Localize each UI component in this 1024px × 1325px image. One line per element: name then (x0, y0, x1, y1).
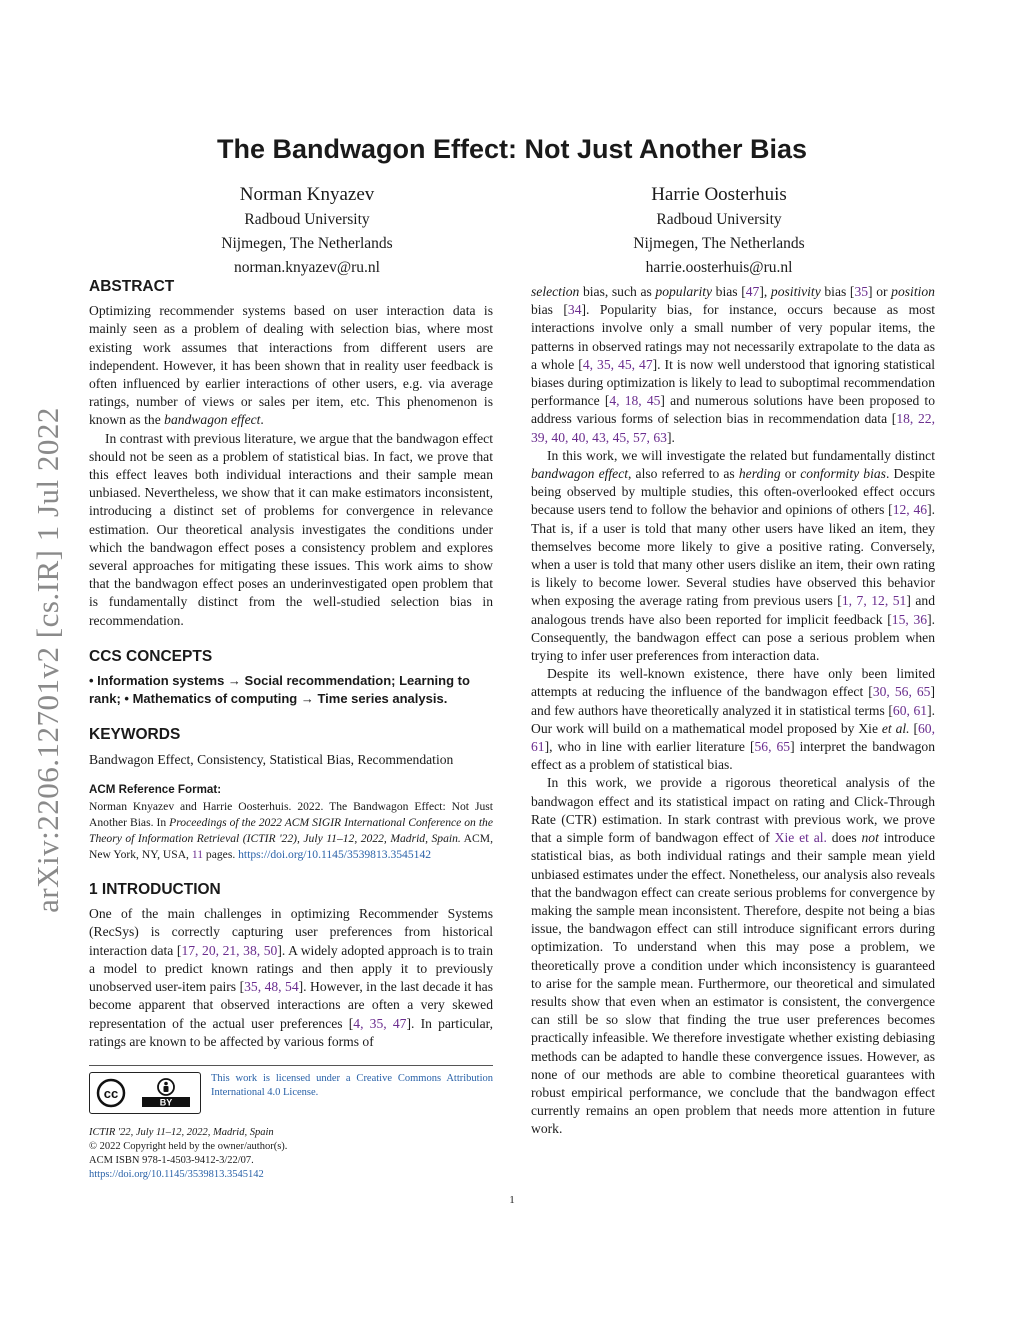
paper-title: The Bandwagon Effect: Not Just Another Bias (216, 134, 808, 164)
author-email[interactable]: norman.knyazev@ru.nl (234, 259, 380, 276)
author-1 (137, 182, 477, 280)
xie-link[interactable]: Xie et al. (774, 830, 827, 846)
abstract-paragraph-2: In contrast with previous literature, we argue that the bandwagon effect should not be seen as a problem of statistical bias. In fact, we prove that this effect leaves both individual interactions and their sample mean unbiased. Nevertheless, we show that it can make estimators inconsistent, introducing a distinct set of problems for convergence in relevance estimation. Our theoretical analysis investigates the conditions under which the bandwagon effect poses a consistency problem and explores several approaches for mitigating these issues. This work aims to show that the bandwagon effect poses an underinvestigated open problem that is fundamentally distinct from the well-studied selection bias in recommendation. (89, 430, 493, 628)
author-affiliation: Radboud University (656, 211, 782, 228)
citation[interactable]: 15, 36 (891, 611, 928, 627)
right-paragraph-2: In this work, we will investigate the related but fundamentally distinct bandwagon effect, also referred to as herding or conformity bias. Despite being observed by multiple studies, this often-overlooked effect occurs because users tend to follow the behavior and opinions of others [12, 46]. That is, if a user is told that many other users have liked an item, they themselves become more likely to give a positive rating. Conversely, when a user is told that many other users dislike an item, their own rating is likely to become lower. Several studies have observed this behavior when exposing the average rating from previous users [1, 7, 12, 51] and analogous trends have also been reported for implicit feedback [15, 36]. Consequently, the bandwagon effect can pose a serious problem when trying to infer user preferences from interaction data. (531, 447, 936, 664)
author-name: Norman Knyazev (239, 184, 375, 205)
left-column (89, 278, 493, 1182)
ccs-heading: CCS CONCEPTS (89, 647, 213, 665)
acm-ref-text: Norman Knyazev and Harrie Oosterhuis. 2022. The Bandwagon Effect: Not Just Another Bias. In Proceedings of the 2022 ACM SIGIR International Conference on the Theory of Information Retrieval (ICTIR '22), July 11–12, 2022, Madrid, Spain. ACM, New York, NY, USA, 11 pages. https://doi.org/10.1145/3539813.3545142 (89, 800, 493, 862)
arxiv-stamp-text: arXiv:2206.12701v2 [cs.IR] 1 Jul 2022 (30, 407, 65, 913)
citation[interactable]: 56, 65 (754, 739, 791, 755)
venue-text: ICTIR '22, July 11–12, 2022, Madrid, Spain (89, 1126, 274, 1138)
intro-paragraph: One of the main challenges in optimizing Recommender Systems (RecSys) is correctly capturing user preferences from historical interaction data [17, 20, 21, 38, 50]. A widely adopted approach is to train a model to predict known ratings and then apply it to previously unobserved user-item pairs [35, 48, 54]. However, in the last decade it has become apparent that observed interactions are often a very skewed representation of the actual user preferences [4, 35, 47]. In particular, ratings are known to be affected by various forms of (89, 906, 494, 1049)
author-2 (549, 182, 889, 280)
license-text[interactable]: This work is licensed under a Creative Commons Attribution International 4.0 License. (211, 1072, 493, 1098)
citation[interactable]: 4, 35, 45, 47 (582, 356, 653, 372)
author-location: Nijmegen, The Netherlands (633, 235, 805, 252)
pages-link[interactable]: 11 (191, 848, 204, 862)
copyright-text: © 2022 Copyright held by the owner/author(s). (89, 1140, 288, 1152)
copyright-footer (89, 1126, 493, 1182)
citation[interactable]: 35, 48, 54 (244, 979, 299, 995)
author-name: Harrie Oosterhuis (651, 184, 787, 205)
citation[interactable]: 60, 61 (892, 702, 928, 718)
cc-icon (96, 1078, 126, 1108)
author-location: Nijmegen, The Netherlands (221, 235, 393, 252)
citation[interactable]: 30, 56, 65 (872, 684, 931, 700)
citation[interactable]: 47 (745, 284, 760, 299)
cc-by-badge[interactable] (89, 1072, 201, 1114)
isbn-text: ACM ISBN 978-1-4503-9412-3/22/07. (89, 1154, 254, 1166)
author-email[interactable]: harrie.oosterhuis@ru.nl (645, 259, 793, 276)
citation[interactable]: 34 (567, 302, 582, 318)
citation[interactable]: 4, 35, 47 (353, 1015, 407, 1031)
license-box (89, 1065, 493, 1114)
ccs-text: • Information systems → Social recommendation; Learning to rank; • Mathematics of computing → Time series analysis. (89, 673, 470, 707)
citation[interactable]: 4, 18, 45 (609, 393, 661, 409)
right-column (531, 283, 935, 1139)
page-number: 1 (509, 1194, 515, 1206)
citation[interactable]: 17, 20, 21, 38, 50 (181, 942, 278, 958)
by-icon (138, 1078, 194, 1108)
svg-text:cc: cc (103, 1085, 119, 1101)
intro-heading: 1 INTRODUCTION (89, 881, 221, 899)
svg-text:BY: BY (159, 1097, 173, 1108)
right-paragraph-3: Despite its well-known existence, there have only been limited attempts at reducing the influence of the bandwagon effect [30, 56, 65] and few authors have theoretically analyzed it in statistical terms [60, 61]. Our work will build on a mathematical model proposed by Xie et al. [60, 61], who in line with earlier literature [56, 65] interpret the bandwagon effect as a problem of statistical bias. (531, 666, 936, 773)
citation[interactable]: 18, 22, 39, 40, 40, 43, 45, 57, 63 (531, 411, 935, 445)
keywords-text: Bandwagon Effect, Consistency, Statistical Bias, Recommendation (89, 751, 454, 767)
citation[interactable]: 60, 61 (531, 720, 935, 755)
citation[interactable]: 35 (854, 284, 869, 299)
author-affiliation: Radboud University (244, 211, 370, 228)
right-paragraph-4: In this work, we provide a rigorous theoretical analysis of the bandwagon effect and its statistical impact on rating and Click-Through Rate (CTR) estimation. In stark contrast with previous work, we prove that a simple form of bandwagon effect of Xie et al. does not introduce statistical bias, as both individual ratings and their sample mean yield unbiased estimates under the effect. Nonetheless, our analysis also reveals that the bandwagon effect can create serious problems for convergence by making the sample mean inconsistent. Therefore, despite not being a bias issue, the bandwagon effect can still introduce significant errors during optimization. To understand when this may pose a problem, we theoretically prove a condition under which inconsistency is guaranteed to arise for the sample mean. Furthermore, our theoretical and simulated results show that even when an estimator is consistent, the convergence can still be so slow that finding the true user preferences becomes practically infeasible. We therefore investigate whether existing debiasing methods can be adapted to handle these convergence issues. However, as none of our methods are able to combine theoretical guarantees with robust empirical performance, we conclude that the bandwagon effect currently remains an open problem that needs more attention in future work. (531, 775, 935, 1137)
citation[interactable]: 1, 7, 12, 51 (841, 593, 907, 609)
keywords-heading: KEYWORDS (89, 726, 181, 744)
acm-ref-heading: ACM Reference Format: (89, 782, 222, 796)
abstract-heading: ABSTRACT (89, 278, 175, 295)
abstract-paragraph-1: Optimizing recommender systems based on user interaction data is mainly seen as a problem of dealing with selection bias, where most existing work assumes that interactions from different users are independent. However, it has been shown that in reality user feedback is often influenced by earlier interactions of other users, e.g. via average ratings, number of views or sales per item, etc. This phenomenon is known as the bandwagon effect. (89, 303, 493, 428)
citation[interactable]: 12, 46 (892, 502, 928, 518)
arxiv-stamp (18, 380, 78, 940)
footer-doi-link[interactable]: https://doi.org/10.1145/3539813.3545142 (89, 1168, 264, 1180)
right-paragraph-1: selection bias, such as popularity bias [47], positivity bias [35] or position bias [34]. Popularity bias, for instance, occurs because as most interactions involve only a small number of very popular items, the patterns in observed ratings may not necessarily extrapolate to the data as a whole [4, 35, 45, 47]. It is now well understood that ignoring statistical biases during optimization is likely to lead to suboptimal recommendation performance [4, 18, 45] and numerous solutions have been proposed to address various forms of selection bias in recommendation data [18, 22, 39, 40, 40, 43, 45, 57, 63]. (531, 284, 936, 445)
doi-link[interactable]: https://doi.org/10.1145/3539813.3545142 (238, 848, 432, 862)
